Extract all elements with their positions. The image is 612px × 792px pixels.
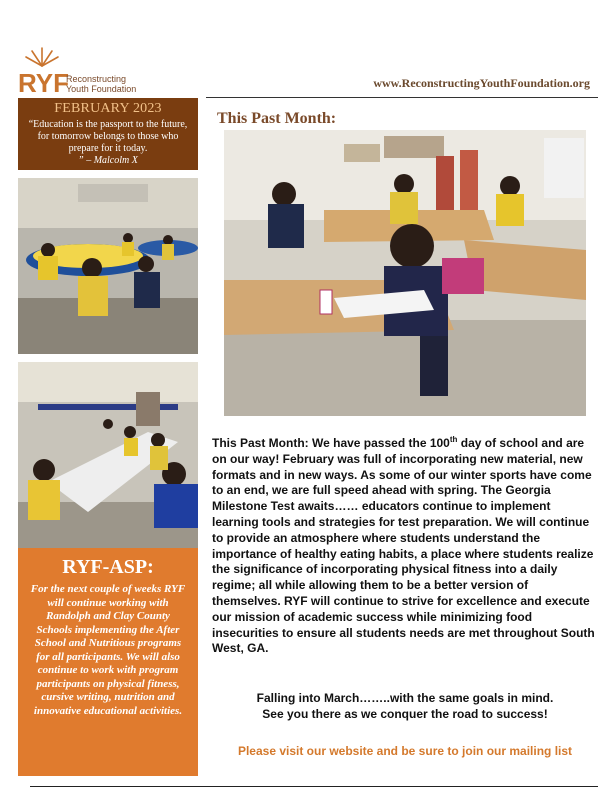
- photo-cafeteria-students: [18, 178, 198, 354]
- section-heading: This Past Month:: [217, 110, 337, 127]
- quote-box: [18, 98, 198, 170]
- issue-month: FEBRUARY 2023: [54, 101, 162, 116]
- header-rule: [206, 97, 598, 98]
- asp-description: For the next couple of weeks RYF will continue working with Randolph and Clay County Schools implementing the After School and Nutritious programs for all participants. We will also continue to work with program participants on physical fitness, cursive writing, nutrition and innovative educational activities.: [30, 583, 186, 717]
- ryf-logo: [18, 44, 158, 96]
- asp-box: [18, 548, 198, 776]
- footer-rule: [30, 786, 598, 787]
- asp-title: RYF-ASP:: [62, 556, 154, 578]
- svg-text:RYF: RYF: [18, 68, 70, 96]
- photo-classroom-table: [18, 362, 198, 548]
- logo-name: Reconstructing Youth Foundation: [66, 74, 137, 94]
- quote-text: “Education is the passport to the future, for tomorrow belongs to those who prepare for it today.: [28, 119, 188, 154]
- month-summary: This Past Month: We have passed the 100th day of school and are on our way! February was full of incorporating new material, new formats and in new ways. As some of our winter sports have come to an end, we are full speed ahead with spring. The Georgia Milestone Test awaits…… educators continue to implement learning tools and strategies for test preparation. We will continue to provide an atmosphere where students understand the importance of healthy eating habits, a place where students realize the significance of incorporating physical fitness into a daily regime; all while allowing them to be a better version of themselves. RYF will continue to strive for excellence and execute our mission of academic success while minimizing food insecurities to ensure all students needs are met throughout South West, GA.: [212, 435, 595, 656]
- mailing-list-cta[interactable]: Please visit our website and be sure to join our mailing list: [237, 744, 573, 758]
- website-url[interactable]: www.ReconstructingYouthFoundation.org: [373, 76, 590, 90]
- photo-student-writing: [224, 130, 586, 416]
- closing-message: Falling into March……..with the same goals in mind. See you there as we conquer the road to success!: [256, 691, 554, 721]
- quote-author: ” – Malcolm X: [78, 155, 138, 166]
